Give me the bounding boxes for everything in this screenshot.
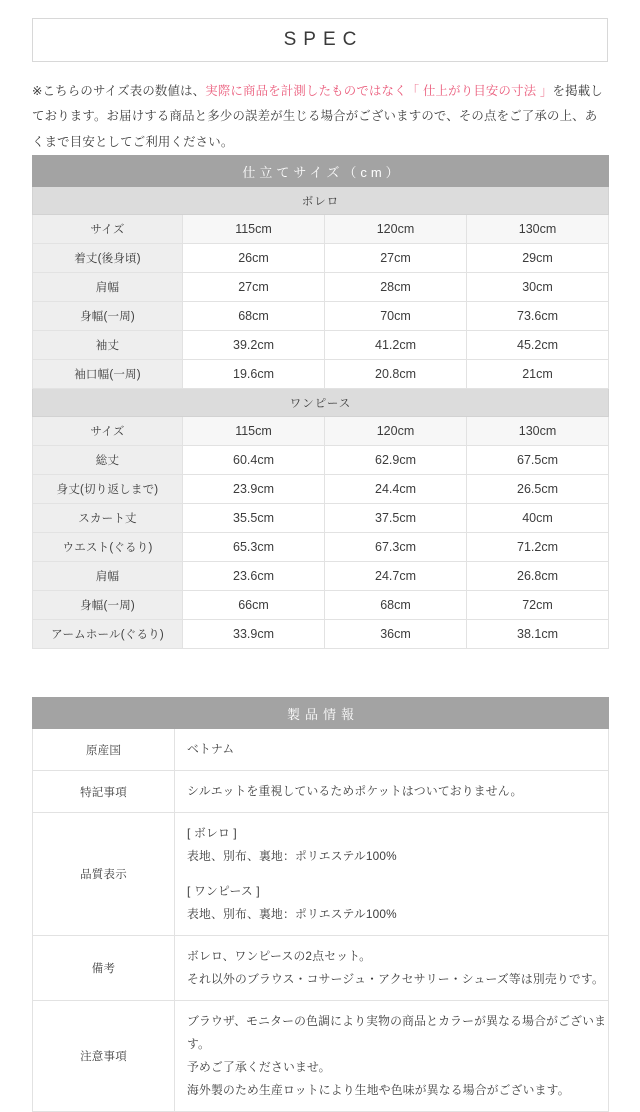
notice-part-2: を掲載しております。お届けする商品と多少の誤差が生じる場合がございますので、その点をご了承の上、あくまで目安としてご利用ください。: [32, 84, 603, 149]
size-table: [32, 155, 609, 649]
measurement-value-1: 67.3cm: [325, 533, 467, 562]
measurement-label: アームホール(ぐるり): [33, 620, 183, 649]
measurement-value-2: 26.8cm: [467, 562, 609, 591]
table-row: [33, 591, 609, 620]
measurement-value-2: 67.5cm: [467, 446, 609, 475]
size-label-cell: サイズ: [33, 215, 183, 244]
measurement-value-1: 27cm: [325, 244, 467, 273]
measurement-value-2: 72cm: [467, 591, 609, 620]
measurement-label: スカート丈: [33, 504, 183, 533]
info-value: ベトナム: [175, 729, 609, 771]
info-label: 備考: [33, 936, 175, 1001]
measurement-value-1: 37.5cm: [325, 504, 467, 533]
size-column-header-0: 115cm: [183, 417, 325, 446]
table-row: [33, 504, 609, 533]
measurement-value-0: 23.6cm: [183, 562, 325, 591]
measurement-label: 袖口幅(一周): [33, 360, 183, 389]
measurement-value-1: 62.9cm: [325, 446, 467, 475]
measurement-value-2: 26.5cm: [467, 475, 609, 504]
measurement-value-2: 30cm: [467, 273, 609, 302]
measurement-value-2: 29cm: [467, 244, 609, 273]
measurement-label: 身丈(切り返しまで): [33, 475, 183, 504]
page-title: SPEC: [283, 29, 364, 50]
measurement-value-1: 68cm: [325, 591, 467, 620]
table-row: [33, 813, 609, 936]
measurement-value-0: 19.6cm: [183, 360, 325, 389]
measurement-value-0: 23.9cm: [183, 475, 325, 504]
info-table-main-header: 製品情報: [33, 698, 609, 729]
table-row: [33, 1001, 609, 1112]
size-section-header-1: ワンピース: [33, 389, 609, 417]
table-row: [33, 562, 609, 591]
measurement-label: ウエスト(ぐるり): [33, 533, 183, 562]
measurement-value-0: 35.5cm: [183, 504, 325, 533]
measurement-value-2: 40cm: [467, 504, 609, 533]
measurement-label: 身幅(一周): [33, 302, 183, 331]
info-label: 原産国: [33, 729, 175, 771]
notice-part-1: ※こちらのサイズ表の数値は、: [32, 84, 206, 98]
measurement-value-1: 70cm: [325, 302, 467, 331]
size-section-header-row: [33, 389, 609, 417]
size-column-header-2: 130cm: [467, 215, 609, 244]
info-label: 特記事項: [33, 771, 175, 813]
measurement-value-1: 41.2cm: [325, 331, 467, 360]
info-value: ボレロ、ワンピースの2点セット。 それ以外のブラウス・コサージュ・アクセサリー・シューズ等は別売りです。: [175, 936, 609, 1001]
table-row: [33, 360, 609, 389]
measurement-value-0: 60.4cm: [183, 446, 325, 475]
measurement-label: 肩幅: [33, 562, 183, 591]
measurement-value-2: 73.6cm: [467, 302, 609, 331]
info-value: ブラウザ、モニターの色調により実物の商品とカラーが異なる場合がございます。 予めご了承くださいませ。 海外製のため生産ロットにより生地や色味が異なる場合がございます。: [175, 1001, 609, 1112]
measurement-value-0: 33.9cm: [183, 620, 325, 649]
info-value: [ ボレロ ] 表地、別布、裏地：ポリエステル100% [ ワンピース ] 表地、別布、裏地：ポリエステル100%: [175, 813, 609, 936]
size-table-main-header-row: [33, 156, 609, 187]
spec-title-box: [32, 18, 608, 62]
size-table-main-header: 仕立てサイズ（cm）: [33, 156, 609, 187]
product-info-table: [32, 697, 609, 1112]
size-header-row: [33, 215, 609, 244]
info-label: 品質表示: [33, 813, 175, 936]
table-row: [33, 302, 609, 331]
table-row: [33, 620, 609, 649]
table-row: [33, 331, 609, 360]
measurement-value-2: 45.2cm: [467, 331, 609, 360]
measurement-value-1: 24.4cm: [325, 475, 467, 504]
measurement-value-1: 20.8cm: [325, 360, 467, 389]
size-column-header-1: 120cm: [325, 215, 467, 244]
table-row: [33, 533, 609, 562]
table-row: [33, 771, 609, 813]
info-main-header-row: [33, 698, 609, 729]
measurement-label: 肩幅: [33, 273, 183, 302]
table-row: [33, 446, 609, 475]
info-value: シルエットを重視しているためポケットはついておりません。: [175, 771, 609, 813]
measurement-value-1: 28cm: [325, 273, 467, 302]
table-row: [33, 273, 609, 302]
measurement-value-0: 27cm: [183, 273, 325, 302]
measurement-label: 着丈(後身頃): [33, 244, 183, 273]
table-row: [33, 244, 609, 273]
size-column-header-2: 130cm: [467, 417, 609, 446]
measurement-value-0: 65.3cm: [183, 533, 325, 562]
measurement-value-0: 39.2cm: [183, 331, 325, 360]
size-column-header-1: 120cm: [325, 417, 467, 446]
size-header-row: [33, 417, 609, 446]
table-row: [33, 936, 609, 1001]
measurement-value-2: 21cm: [467, 360, 609, 389]
table-row: [33, 475, 609, 504]
table-gap: [32, 649, 608, 697]
measurement-label: 袖丈: [33, 331, 183, 360]
measurement-value-0: 66cm: [183, 591, 325, 620]
table-row: [33, 729, 609, 771]
measurement-value-2: 38.1cm: [467, 620, 609, 649]
info-label: 注意事項: [33, 1001, 175, 1112]
notice-highlight: 実際に商品を計測したものではなく「 仕上がり目安の寸法 」: [205, 84, 553, 98]
measurement-value-0: 26cm: [183, 244, 325, 273]
size-label-cell: サイズ: [33, 417, 183, 446]
size-notice: [32, 79, 608, 155]
measurement-value-1: 24.7cm: [325, 562, 467, 591]
size-section-header-row: [33, 187, 609, 215]
measurement-label: 身幅(一周): [33, 591, 183, 620]
measurement-value-1: 36cm: [325, 620, 467, 649]
size-section-header-0: ボレロ: [33, 187, 609, 215]
size-column-header-0: 115cm: [183, 215, 325, 244]
measurement-value-2: 71.2cm: [467, 533, 609, 562]
measurement-value-0: 68cm: [183, 302, 325, 331]
measurement-label: 総丈: [33, 446, 183, 475]
